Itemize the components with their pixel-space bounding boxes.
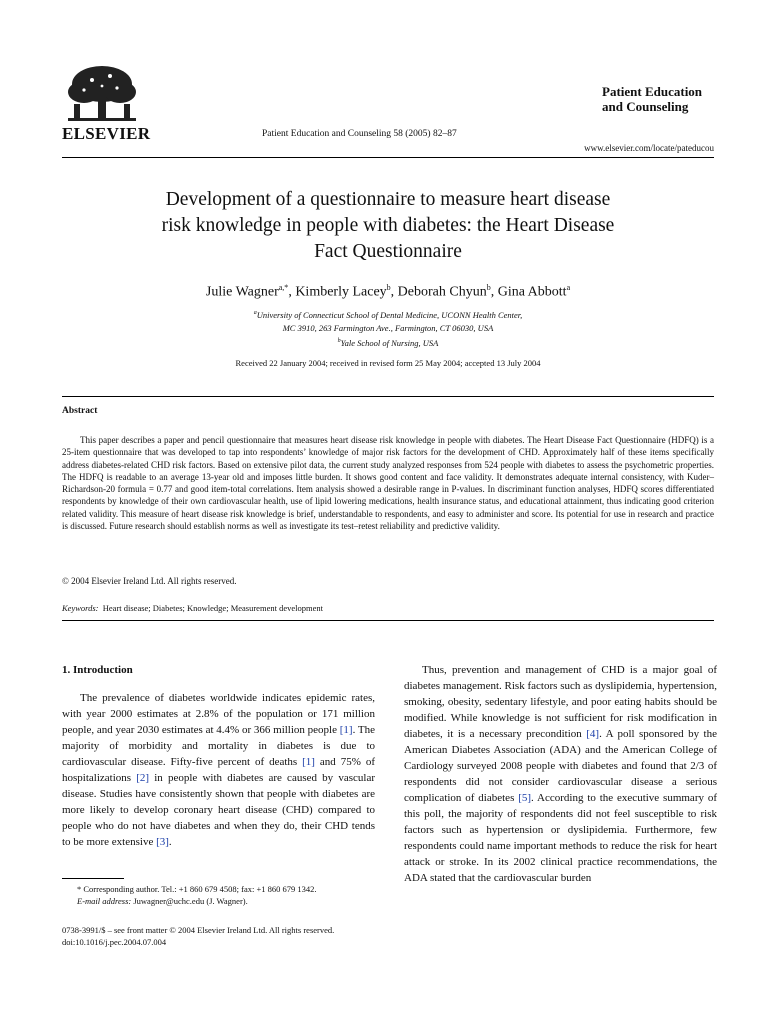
abstract-divider-top xyxy=(62,396,714,397)
keywords-list: Heart disease; Diabetes; Knowledge; Measurement development xyxy=(102,603,323,613)
affiliation-a: University of Connecticut School of Dental Medicine, UCONN Health Center, xyxy=(256,309,523,320)
section-heading: 1. Introduction xyxy=(62,664,133,676)
journal-name-line1: Patient Education xyxy=(602,84,703,99)
paragraph-text: . According to the executive summary of this poll, the majority of respondents did not feel susceptible to risk factors such as hypertension or dyslipidemia. Furthermore, few respondents could name important methods to reduce the risk for heart attack or stroke. In its 2002 clinical practice recommendations, the ADA stated that the cardiovascular burden xyxy=(404,792,718,884)
title-line: Development of a questionnaire to measure heart disease xyxy=(165,189,611,210)
footnote-contact: * Corresponding author. Tel.: +1 860 679 4508; fax: +1 860 679 1342. xyxy=(77,884,317,894)
intro-paragraph xyxy=(404,662,717,886)
author-separator: , xyxy=(288,284,296,300)
citation-link[interactable]: [1] xyxy=(302,756,315,768)
author-name: Deborah Chyun xyxy=(397,284,487,300)
doi-link[interactable]: doi:10.1016/j.pec.2004.07.004 xyxy=(62,937,167,947)
affiliation-a-address: MC 3910, 263 Farmington Ave., Farmington, CT 06030, USA xyxy=(282,322,494,333)
citation-link[interactable]: [1] xyxy=(339,724,353,736)
author-name: Gina Abbott xyxy=(497,284,567,300)
journal-url-link[interactable]: www.elsevier.com/locate/pateducou xyxy=(584,143,714,153)
paragraph-text: in people with diabetes are caused by vascular disease. Studies have consistently shown that people with diabetes are more likely to develop coronary heart disease (CHD) compared to people who do not have diabetes and when they do, their CHD tends to be more extensive xyxy=(62,772,375,848)
journal-name xyxy=(602,84,702,114)
journal-name-line2: and Counseling xyxy=(602,99,689,114)
citation-link[interactable]: [3] xyxy=(156,836,169,848)
citation-link[interactable]: [2] xyxy=(136,772,150,784)
received-dates: Received 22 January 2004; received in revised form 25 May 2004; accepted 13 July 2004 xyxy=(235,358,541,368)
author-affil-marker[interactable]: a,* xyxy=(278,283,289,292)
abstract-copyright: © 2004 Elsevier Ireland Ltd. All rights reserved. xyxy=(62,576,237,586)
author-name: Kimberly Lacey xyxy=(295,284,387,300)
intro-paragraph xyxy=(62,690,375,850)
header-divider xyxy=(62,157,714,158)
abstract-body: This paper describes a paper and pencil questionnaire that measures heart disease risk knowledge in people with diabetes. The Heart Disease Fact Questionnaire (HDFQ) is a 25-item questionnaire that was developed to tap into respondents’ knowledge of major risk factors for the development of CHD. Approximately half of these items specifically address diabetes-related CHD risk factors. Based on extensive pilot data, the current study analyzed responses from 524 people with diabetes to assess the psychometric properties. The HDFQ is readable to an average 13-year old and imposes little burden. It shows good content and face validity. It demonstrates adequate internal consistency, with Kuder–Richardson-20 formula = 0.77 and good item-total correlations. Item analysis showed a desirable range in P-values. In discriminant function analyses, HDFQ scores differentiated respondents by knowledge of their own cardiovascular health, use of lipid lowering medications, health insurance status, and educational attainment, thus indicating good criterion related validity. This measure of heart disease risk knowledge is brief, understandable to respondents, and easy to administer and score. Its potential for use in research and practice is discussed. Future research should establish norms as well as investigate its test–retest reliability and predictive validity. xyxy=(62,435,714,532)
citation-link[interactable]: [5] xyxy=(518,792,532,804)
abstract-heading: Abstract xyxy=(62,406,98,416)
keywords-label: Keywords: xyxy=(62,603,99,613)
author-separator: , xyxy=(490,284,498,300)
title-line: Fact Questionnaire xyxy=(314,241,462,262)
paragraph-text: . The majority of morbidity and mortality in diabetes is due to cardiovascular disease. Fifty-five percent of deaths xyxy=(62,724,376,768)
corresponding-author-footnote xyxy=(62,883,317,907)
abstract-divider-bottom xyxy=(62,620,714,621)
front-matter-notice: 0738-3991/$ – see front matter © 2004 Elsevier Ireland Ltd. All rights reserved. xyxy=(62,925,335,935)
affiliations xyxy=(62,307,714,350)
citation-link[interactable]: [4] xyxy=(586,728,600,740)
page-footer xyxy=(62,924,334,948)
author-affil-marker[interactable]: b xyxy=(486,283,491,292)
author-affil-marker[interactable]: b xyxy=(386,283,391,292)
affil-marker: b xyxy=(337,337,341,344)
title-line: risk knowledge in people with diabetes: the Heart Disease xyxy=(161,215,615,236)
article-title xyxy=(62,187,714,265)
right-column xyxy=(404,662,717,886)
left-column xyxy=(62,662,375,850)
author-list xyxy=(62,283,714,301)
paragraph-text: . A poll sponsored by the American Diabetes Association (ADA) and the American College of Cardiology surveyed 2008 people with diabetes and found that 2/3 of respondents did not consider cardiovascular disease a serious complication of diabetes xyxy=(404,728,717,804)
affiliation-b: Yale School of Nursing, USA xyxy=(340,337,439,348)
author-separator: , xyxy=(390,284,398,300)
author-affil-marker[interactable]: a xyxy=(566,283,571,292)
email-link[interactable]: Juwagner@uchc.edu (J. Wagner). xyxy=(131,896,248,906)
paragraph-text: and 75% of hospitalizations xyxy=(62,756,376,784)
email-label: E-mail address: xyxy=(77,896,132,906)
journal-citation: Patient Education and Counseling 58 (2005) 82–87 xyxy=(262,129,457,139)
publisher-logo-text: ELSEVIER xyxy=(62,124,151,143)
paragraph-text: . xyxy=(168,836,172,848)
keywords xyxy=(62,603,323,613)
paragraph-text: Thus, prevention and management of CHD is a major goal of diabetes management. Risk factors such as dyslipidemia, hypertension, smoking, obesity, sedentary lifestyle, and poor eating habits should be modified. While knowledge is not sufficient for risk modification in diabetes, it is a necessary precondition xyxy=(404,664,717,740)
paragraph-text: The prevalence of diabetes worldwide indicates epidemic rates, with year 2000 estimates at 2.8% of the population or 171 million people, and year 2030 estimates at 4.4% or 366 million people xyxy=(62,692,375,736)
affil-marker: a xyxy=(253,310,257,316)
author-name: Julie Wagner xyxy=(205,284,279,300)
footnote-divider xyxy=(62,878,124,879)
